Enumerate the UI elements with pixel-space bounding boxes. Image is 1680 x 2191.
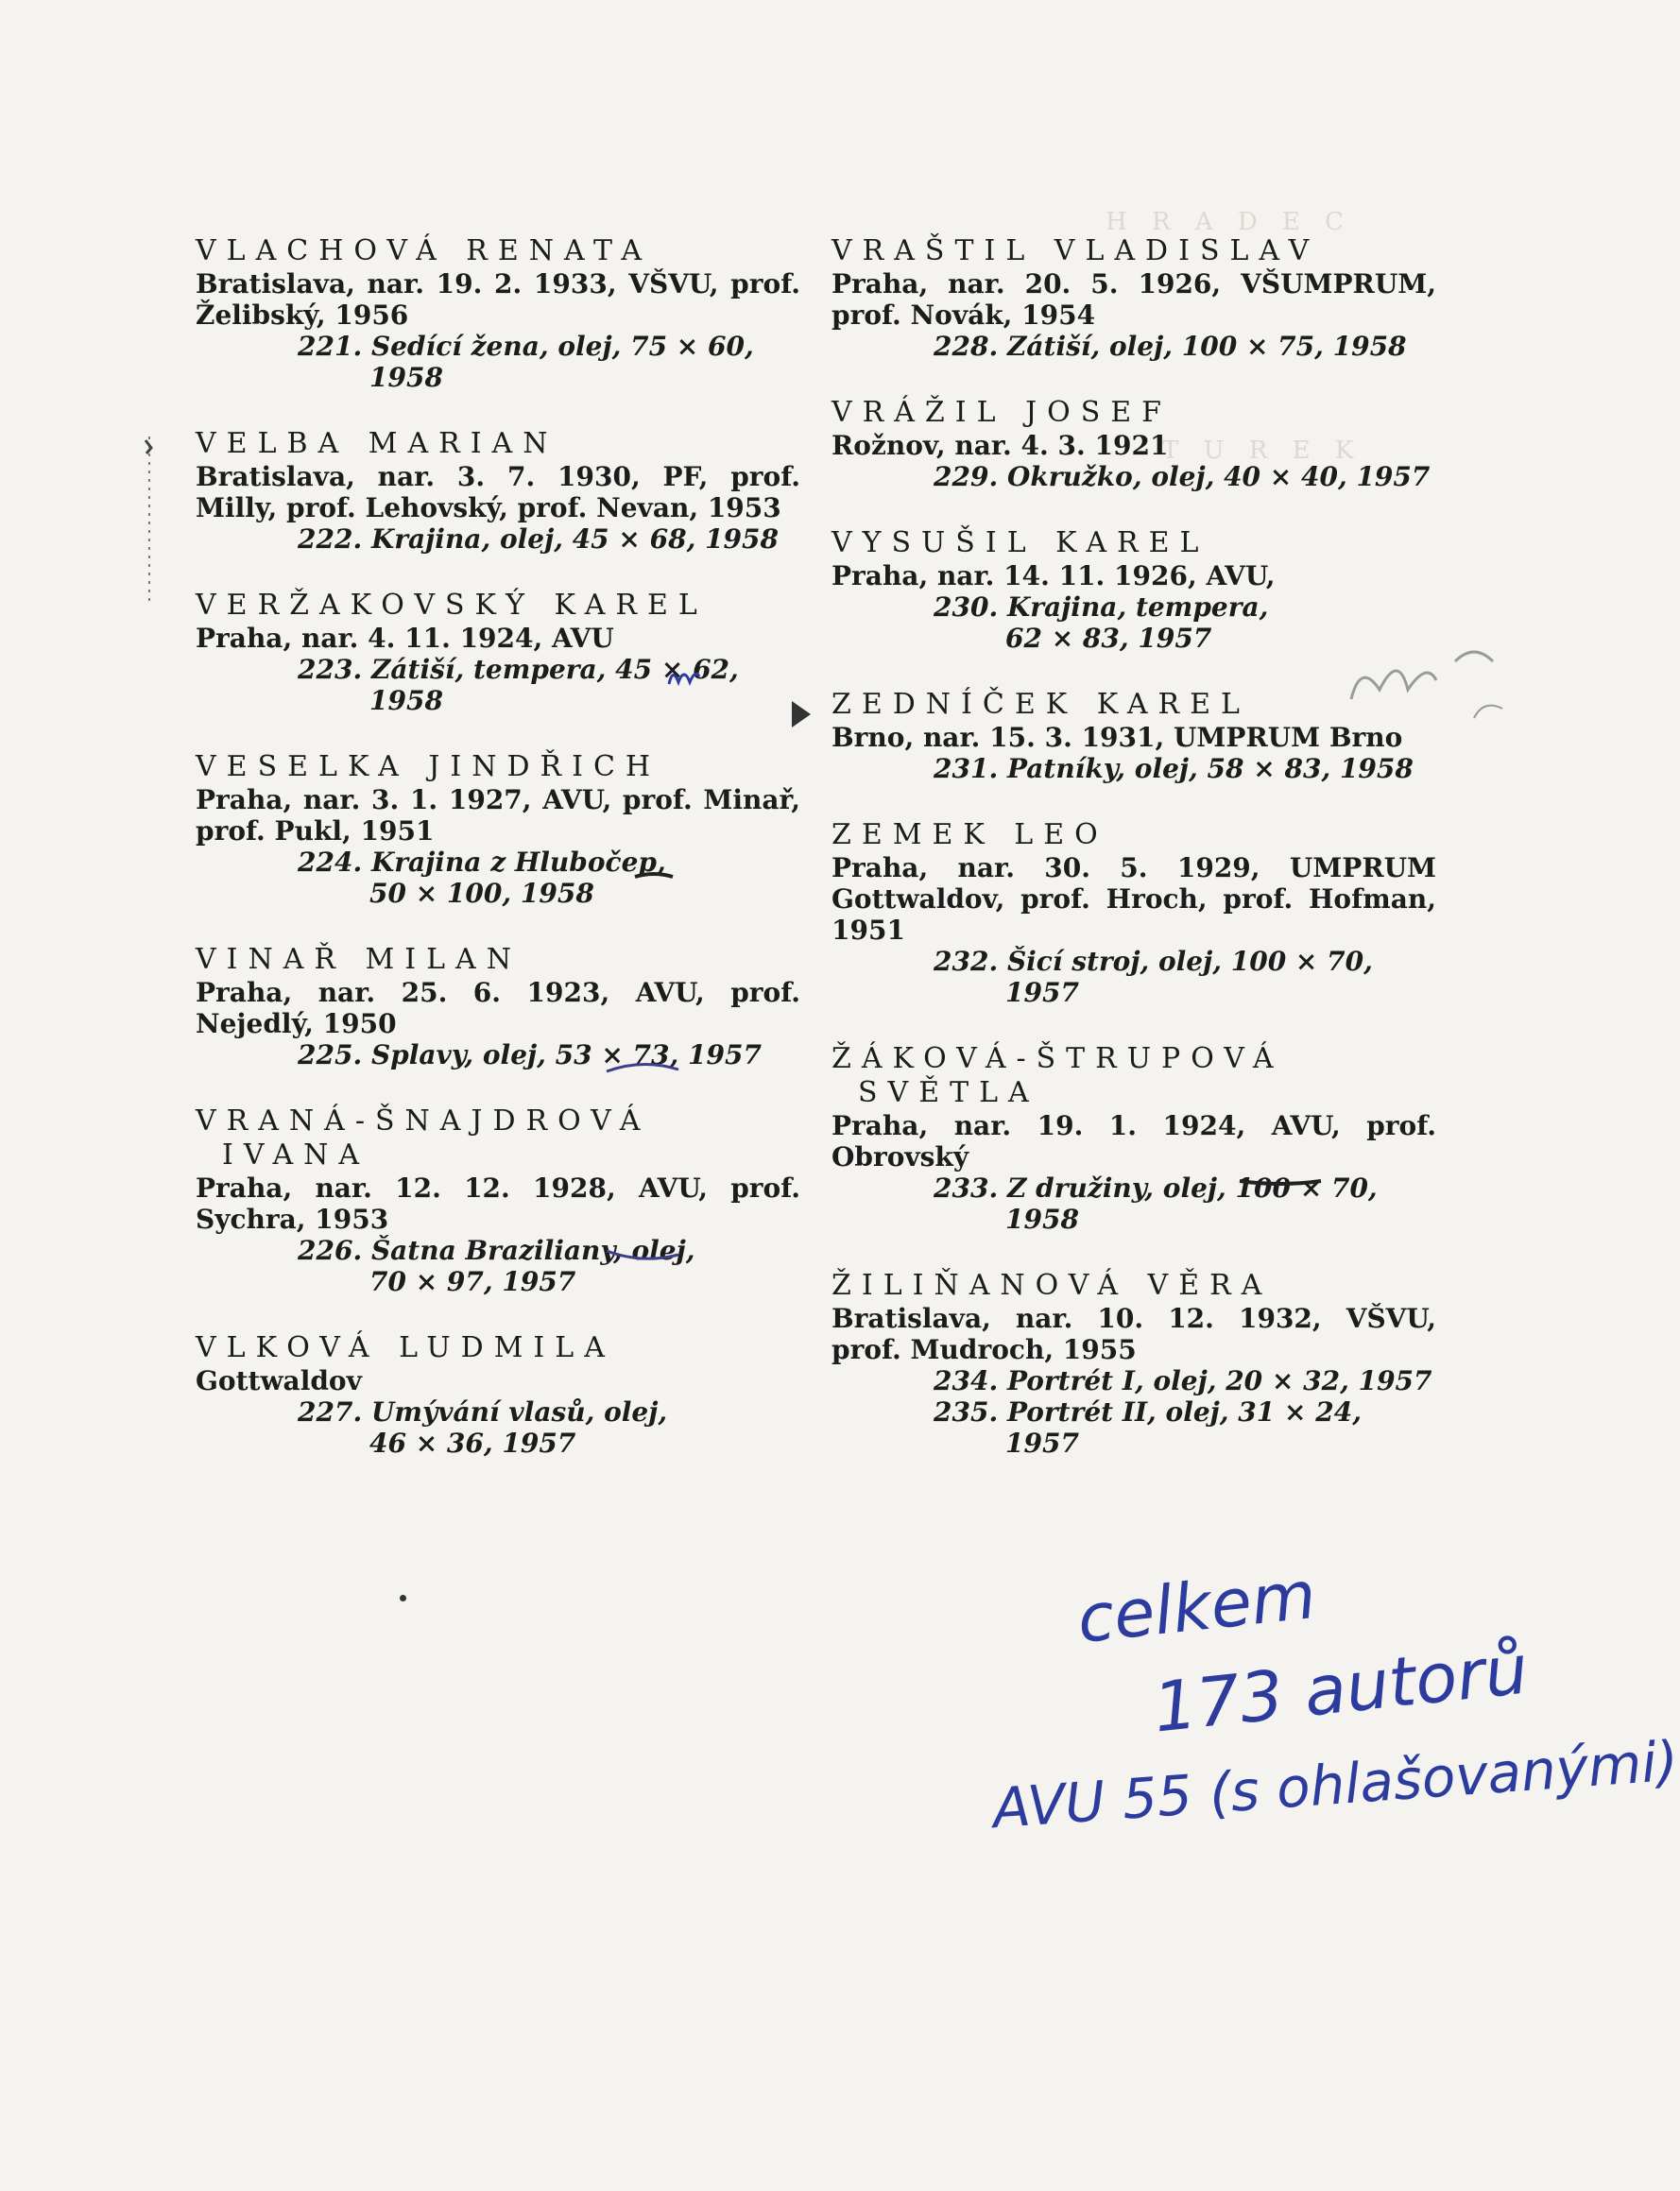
pen-tick-mark [665, 663, 703, 692]
ink-dash-mark [633, 869, 675, 882]
artwork-title: 222. Krajina, olej, 45 × 68, 1958 [298, 523, 780, 555]
artwork-line [934, 1396, 1436, 1459]
artist-entry [196, 1331, 800, 1459]
artist-entry [831, 396, 1436, 492]
artist-bio: Praha, nar. 19. 1. 1924, AVU, prof. Obrovský [831, 1110, 1436, 1173]
show-through-text [831, 1597, 848, 1625]
artist-entry [196, 750, 800, 909]
artist-name: VESELKA JINDŘICH [196, 750, 661, 783]
artist-entry [831, 1269, 1436, 1459]
artwork-continuation: 1958 [369, 362, 443, 393]
artist-bio: Praha, nar. 30. 5. 1929, UMPRUM Gottwaldov, prof. Hroch, prof. Hofman, 1951 [831, 852, 1436, 946]
artist-bio: Bratislava, nar. 10. 12. 1932, VŠVU, prof. Mudroch, 1955 [831, 1303, 1436, 1365]
arrow-mark-icon [790, 697, 814, 735]
artist-entry [196, 943, 800, 1070]
left-column [196, 234, 800, 1493]
artwork-line [298, 1396, 800, 1459]
handwritten-note: 173 autorů [1149, 1629, 1532, 1748]
avu-underline-mark [605, 1058, 680, 1077]
artist-name: VELBA MARIAN [196, 427, 558, 460]
dot-mark [400, 1595, 406, 1601]
artwork-line [298, 1235, 800, 1297]
artwork-title: 224. Krajina z Hlubočep, [298, 847, 666, 878]
margin-bracket-mark [142, 435, 161, 605]
artwork-line [934, 946, 1436, 1008]
show-through-text: H R A D E C [1106, 208, 1353, 236]
artwork-line [934, 1365, 1436, 1396]
artwork-continuation: 50 × 100, 1958 [369, 878, 594, 909]
artist-name: VYSUŠIL KAREL [831, 526, 1209, 559]
artist-bio: Brno, nar. 15. 3. 1931, UMPRUM Brno [831, 722, 1403, 753]
artist-entry [831, 818, 1436, 1008]
right-column [831, 234, 1436, 1493]
artwork-title: 229. Okružko, olej, 40 × 40, 1957 [934, 461, 1431, 492]
artist-entry [196, 427, 800, 555]
artwork-continuation: 70 × 97, 1957 [369, 1266, 576, 1297]
artwork-title: 226. Šatna Braziliany, olej, [298, 1235, 695, 1266]
artist-name: ZEMEK LEO [831, 818, 1108, 851]
artist-name: VRAŠTIL VLADISLAV [831, 234, 1320, 267]
artist-name: VERŽAKOVSKÝ KAREL [196, 589, 708, 622]
artist-entry [196, 234, 800, 393]
artist-bio: Praha, nar. 3. 1. 1927, AVU, prof. Minař, prof. Pukl, 1951 [196, 784, 800, 847]
handwritten-note: celkem [1073, 1556, 1320, 1658]
show-through-text: T U R E K [1162, 436, 1363, 465]
artwork-title: 221. Sedící žena, olej, 75 × 60, [298, 331, 754, 362]
artist-name-continuation: SVĚTLA [858, 1076, 1039, 1109]
artist-bio: Gottwaldov [196, 1365, 362, 1396]
artwork-line [934, 461, 1436, 492]
artwork-line [298, 654, 800, 716]
artist-name [196, 1104, 800, 1173]
artist-entry [196, 1104, 800, 1297]
artwork-title: 231. Patníky, olej, 58 × 83, 1958 [934, 753, 1414, 784]
artist-name: VRÁŽIL JOSEF [831, 396, 1172, 429]
artist-bio: Praha, nar. 25. 6. 1923, AVU, prof. Nejedlý, 1950 [196, 977, 800, 1039]
artist-name-line: VRANÁ-ŠNAJDROVÁ [196, 1104, 651, 1138]
avu-underline-mark [1238, 1172, 1323, 1190]
artist-name: VLACHOVÁ RENATA [196, 234, 653, 267]
artwork-title: 223. Zátiší, tempera, 45 × 62, [298, 654, 739, 685]
handwritten-note: AVU 55 (s ohlašovanými) [990, 1728, 1680, 1841]
artist-bio: Praha, nar. 14. 11. 1926, AVU, [831, 560, 1276, 591]
artwork-line [298, 1039, 800, 1070]
artwork-title: 228. Zátiší, olej, 100 × 75, 1958 [934, 331, 1407, 362]
artwork-line [934, 753, 1436, 784]
artist-bio: Praha, nar. 12. 12. 1928, AVU, prof. Sychra, 1953 [196, 1173, 800, 1235]
artwork-title: 225. Splavy, olej, 53 × 73, 1957 [298, 1039, 762, 1070]
avu-underline-mark [605, 1247, 680, 1266]
artwork-continuation: 46 × 36, 1957 [369, 1428, 576, 1459]
artwork-continuation: 1958 [369, 685, 443, 716]
artwork-continuation: 1957 [1005, 1428, 1079, 1459]
artwork-continuation: 1958 [1005, 1204, 1079, 1235]
grey-scribble-mark [1342, 624, 1512, 756]
artist-name: VINAŘ MILAN [196, 943, 522, 976]
artist-bio: Bratislava, nar. 3. 7. 1930, PF, prof. Milly, prof. Lehovský, prof. Nevan, 1953 [196, 461, 800, 523]
artist-bio: Bratislava, nar. 19. 2. 1933, VŠVU, prof. Želibský, 1956 [196, 268, 800, 331]
artist-bio: Rožnov, nar. 4. 3. 1921 [831, 430, 1169, 461]
artist-name-line: ŽÁKOVÁ-ŠTRUPOVÁ [831, 1042, 1284, 1075]
artwork-title: 233. Z družiny, olej, 100 × 70, [934, 1173, 1378, 1204]
artist-name [831, 1042, 1436, 1110]
artist-entry [831, 234, 1436, 362]
artwork-line [934, 331, 1436, 362]
artwork-continuation: 62 × 83, 1957 [1005, 623, 1212, 654]
artist-bio: Praha, nar. 4. 11. 1924, AVU [196, 623, 614, 654]
artwork-line [298, 523, 800, 555]
artist-bio: Praha, nar. 20. 5. 1926, VŠUMPRUM, prof. Novák, 1954 [831, 268, 1436, 331]
artist-entry [831, 1042, 1436, 1235]
artwork-line [298, 331, 800, 393]
artwork-line [298, 847, 800, 909]
artwork-title: 232. Šicí stroj, olej, 100 × 70, [934, 946, 1373, 977]
artwork-title: 235. Portrét II, olej, 31 × 24, [934, 1396, 1362, 1428]
artwork-line [934, 1173, 1436, 1235]
artist-name: VLKOVÁ LUDMILA [196, 1331, 615, 1364]
artist-name: ŽILIŇANOVÁ VĚRA [831, 1269, 1273, 1302]
artwork-title: 234. Portrét I, olej, 20 × 32, 1957 [934, 1365, 1432, 1396]
artwork-continuation: 1957 [1005, 977, 1079, 1008]
artist-name: ZEDNÍČEK KAREL [831, 688, 1250, 721]
artist-name-continuation: IVANA [222, 1138, 370, 1172]
artist-entry [196, 589, 800, 716]
artwork-title: 227. Umývání vlasů, olej, [298, 1396, 668, 1428]
artwork-title: 230. Krajina, tempera, [934, 591, 1269, 623]
